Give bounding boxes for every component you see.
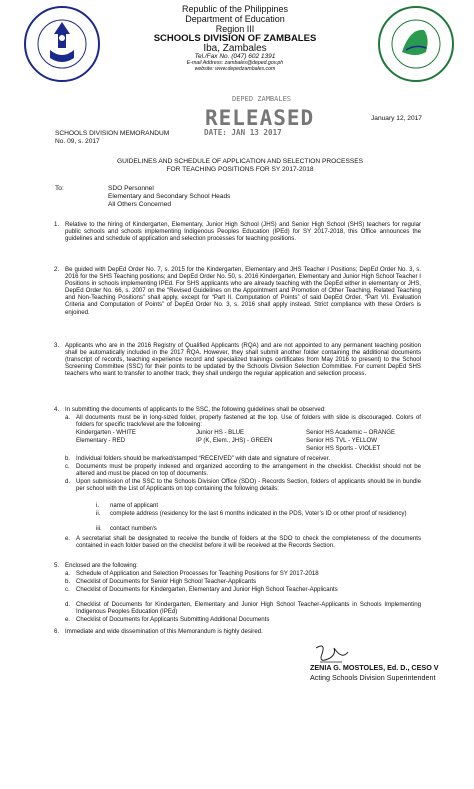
memo-date: January 12, 2017	[371, 115, 422, 122]
deped-seal-ring	[26, 8, 98, 80]
detail-item: name of applicant	[110, 502, 159, 509]
website-line: website: www.depedzambales.com	[194, 66, 276, 73]
released-stamp: RELEASED	[205, 106, 315, 130]
item-4c-text: Documents must be properly indexed and organized according to the arrangement in the checklist. Checklist should not be altered and must be placed on top of documents.	[76, 463, 421, 478]
item-5-intro: Enclosed are the following:	[65, 562, 138, 569]
folder-color: Senior HS TVL - YELLOW	[306, 437, 378, 444]
detail-item: complete address (residency for the last 6 months indicated in the PDS, Voter’s ID or other proof of residency)	[110, 510, 407, 517]
sub-letter: d.	[65, 601, 71, 608]
roman-numeral: i.	[96, 502, 100, 509]
zambales-seal-icon	[378, 6, 454, 82]
address-line: Iba, Zambales	[203, 43, 267, 54]
deped-stamp-label: DEPED ZAMBALES	[232, 95, 292, 103]
sub-letter: c.	[65, 463, 70, 470]
item-number: 3.	[54, 342, 60, 349]
folder-color: Kindergarten - WHITE	[76, 429, 136, 436]
roman-numeral: iii.	[96, 525, 102, 532]
enclosure-item: Checklist of Documents for Kindergarten, Elementary and Junior High School Teacher-Applicants	[76, 586, 338, 593]
sub-letter: d.	[65, 478, 71, 485]
item-4d-text: Upon submission of the SSC to the Schools Division Office (SDO) - Records Section, folders of applicants should be in bundle per school with the List of Applicants on top containing the following details:	[76, 478, 421, 493]
republic-line: Republic of the Philippines	[181, 4, 289, 14]
item-number: 2.	[54, 266, 60, 273]
recipient-item: SDO Personnel	[108, 185, 154, 192]
memo-title-line1: GUIDELINES AND SCHEDULE OF APPLICATION AND SELECTION PROCESSES	[116, 158, 364, 165]
sub-letter: e.	[65, 616, 71, 623]
deped-seal-icon	[24, 6, 100, 82]
item-number: 4.	[54, 406, 60, 413]
region-line: Region III	[215, 24, 255, 34]
folder-color: Senior HS Sports - VIOLET	[306, 445, 381, 452]
item-4e-text: A secretariat shall be designated to receive the bundle of folders at the SDO to check the completeness of the documents contained in each folder based on the checklist before it will be received at the Records Section.	[76, 535, 421, 550]
item-2-text: Be guided with DepEd Order No. 7, s. 2015 for the Kindergarten, Elementary and JHS Teacher I Positions; DepEd Order No. 3, s. 2016 for the SHS Teaching positions; and DepEd Order No. 50, s. 2016 Kindergarten, Elementary and Junior High School Teacher I Positions in schools implementing IPEd. For SHS applicants who are already teaching with the DepEd either in elementary or JHS, DepEd Order No. 66, s. 2007 on the “Revised Guidelines on the Appointment and Promotion of Other Teaching, Related Teaching and Non-Teaching Positions” shall apply, except for “Part II. Computation of Points” of said DepEd Order. “Part VII. Evaluation Criteria and Computation of Points” of DepEd Order No. 3, s. 2016 shall apply instead. Strict compliance with these Orders is enjoined.	[65, 266, 421, 316]
enclosure-item: Schedule of Application and Selection Processes for Teaching Positions for SY 2017-2018	[76, 570, 319, 577]
signatory-title: Acting Schools Division Superintendent	[310, 673, 436, 682]
item-4a-text: All documents must be in long-sized folder, properly fastened at the top. Use of folders with slide is discouraged. Colors of folders for specific track/level are the following:	[76, 414, 421, 429]
folder-color: Senior HS Academic – ORANGE	[306, 429, 396, 436]
folder-color: Junior HS - BLUE	[196, 429, 245, 436]
signatory-name: ZENIA G. MOSTOLES, Ed. D., CESO V	[310, 663, 439, 672]
sub-letter: b.	[65, 578, 71, 585]
item-6-text: Immediate and wide dissemination of this Memorandum is highly desired.	[65, 628, 263, 635]
item-number: 5.	[54, 562, 60, 569]
recipient-item: All Others Concerned	[108, 201, 172, 208]
item-4-intro: In submitting the documents of applicants to the SSC, the following guidelines shall be observed:	[65, 406, 326, 413]
roman-numeral: ii.	[96, 510, 101, 517]
stamp-date: DATE: JAN 13 2017	[204, 128, 282, 137]
item-3-text: Applicants who are in the 2016 Registry of Qualified Applicants (RQA) and are not appointed to any permanent teaching position shall be automatically included in the 2017 RQA. However, they shall submit another folder containing the additional documents (transcript of records, teaching experience record and specialized trainings certificates from May 2016 to present) to the School Screening Committee (SSC) for their points to be updated by the Schools Division Selection Committee. For current DepEd SHS teachers who want to transfer to another track, they shall undergo the regular application and selection process.	[65, 342, 421, 378]
item-number: 6.	[54, 628, 60, 635]
letterhead	[150, 4, 320, 73]
item-4b-text: Individual folders should be marked/stamped “RECEIVED” with date and signature of receiver.	[76, 455, 331, 462]
telfax-line: Tel./Fax No. (047) 602 1391	[194, 53, 276, 60]
division-line: SCHOOLS DIVISION OF ZAMBALES	[153, 33, 317, 44]
to-label: To:	[55, 185, 64, 192]
folder-color: Elementary - RED	[76, 437, 126, 444]
sub-letter: c.	[65, 586, 70, 593]
memo-number: No. 09, s. 2017	[55, 138, 100, 145]
department-line: Department of Education	[185, 14, 285, 24]
sub-letter: a.	[65, 414, 71, 421]
item-number: 1.	[54, 221, 60, 228]
sub-letter: b.	[65, 455, 71, 462]
memo-title-line2: FOR TEACHING POSITIONS FOR SY 2017-2018	[166, 166, 314, 173]
memo-label: SCHOOLS DIVISION MEMORANDUM	[55, 130, 170, 137]
zambales-seal-emblem	[380, 8, 452, 80]
email-line: E-mail Address: zambales@deped.gov.ph	[186, 60, 284, 67]
folder-color: IP (K, Elem., JHS) - GREEN	[196, 437, 273, 444]
detail-item: contact number/s	[110, 525, 157, 532]
item-1-text: Relative to the hiring of Kindergarten, Elementary, Junior High School (JHS) and Senior High School (SHS) teachers for regular public schools and schools implementing Indigenous Peoples Education (IPEd) for SY 2017-2018, this Office announces the guidelines and schedule of application and selection processes for teaching positions.	[65, 221, 421, 243]
enclosure-item: Checklist of Documents for Senior High School Teacher-Applicants	[76, 578, 257, 585]
enclosure-item: Checklist of Documents for Kindergarten, Elementary and Junior High School Teacher-Applicants in Schools Implementing Indigenous Peoples Education (IPEd)	[76, 601, 421, 616]
sub-letter: e.	[65, 535, 71, 542]
recipient-item: Elementary and Secondary School Heads	[108, 193, 231, 200]
sub-letter: a.	[65, 570, 71, 577]
enclosure-item: Checklist of Documents for Applicants Submitting Additional Documents	[76, 616, 270, 623]
